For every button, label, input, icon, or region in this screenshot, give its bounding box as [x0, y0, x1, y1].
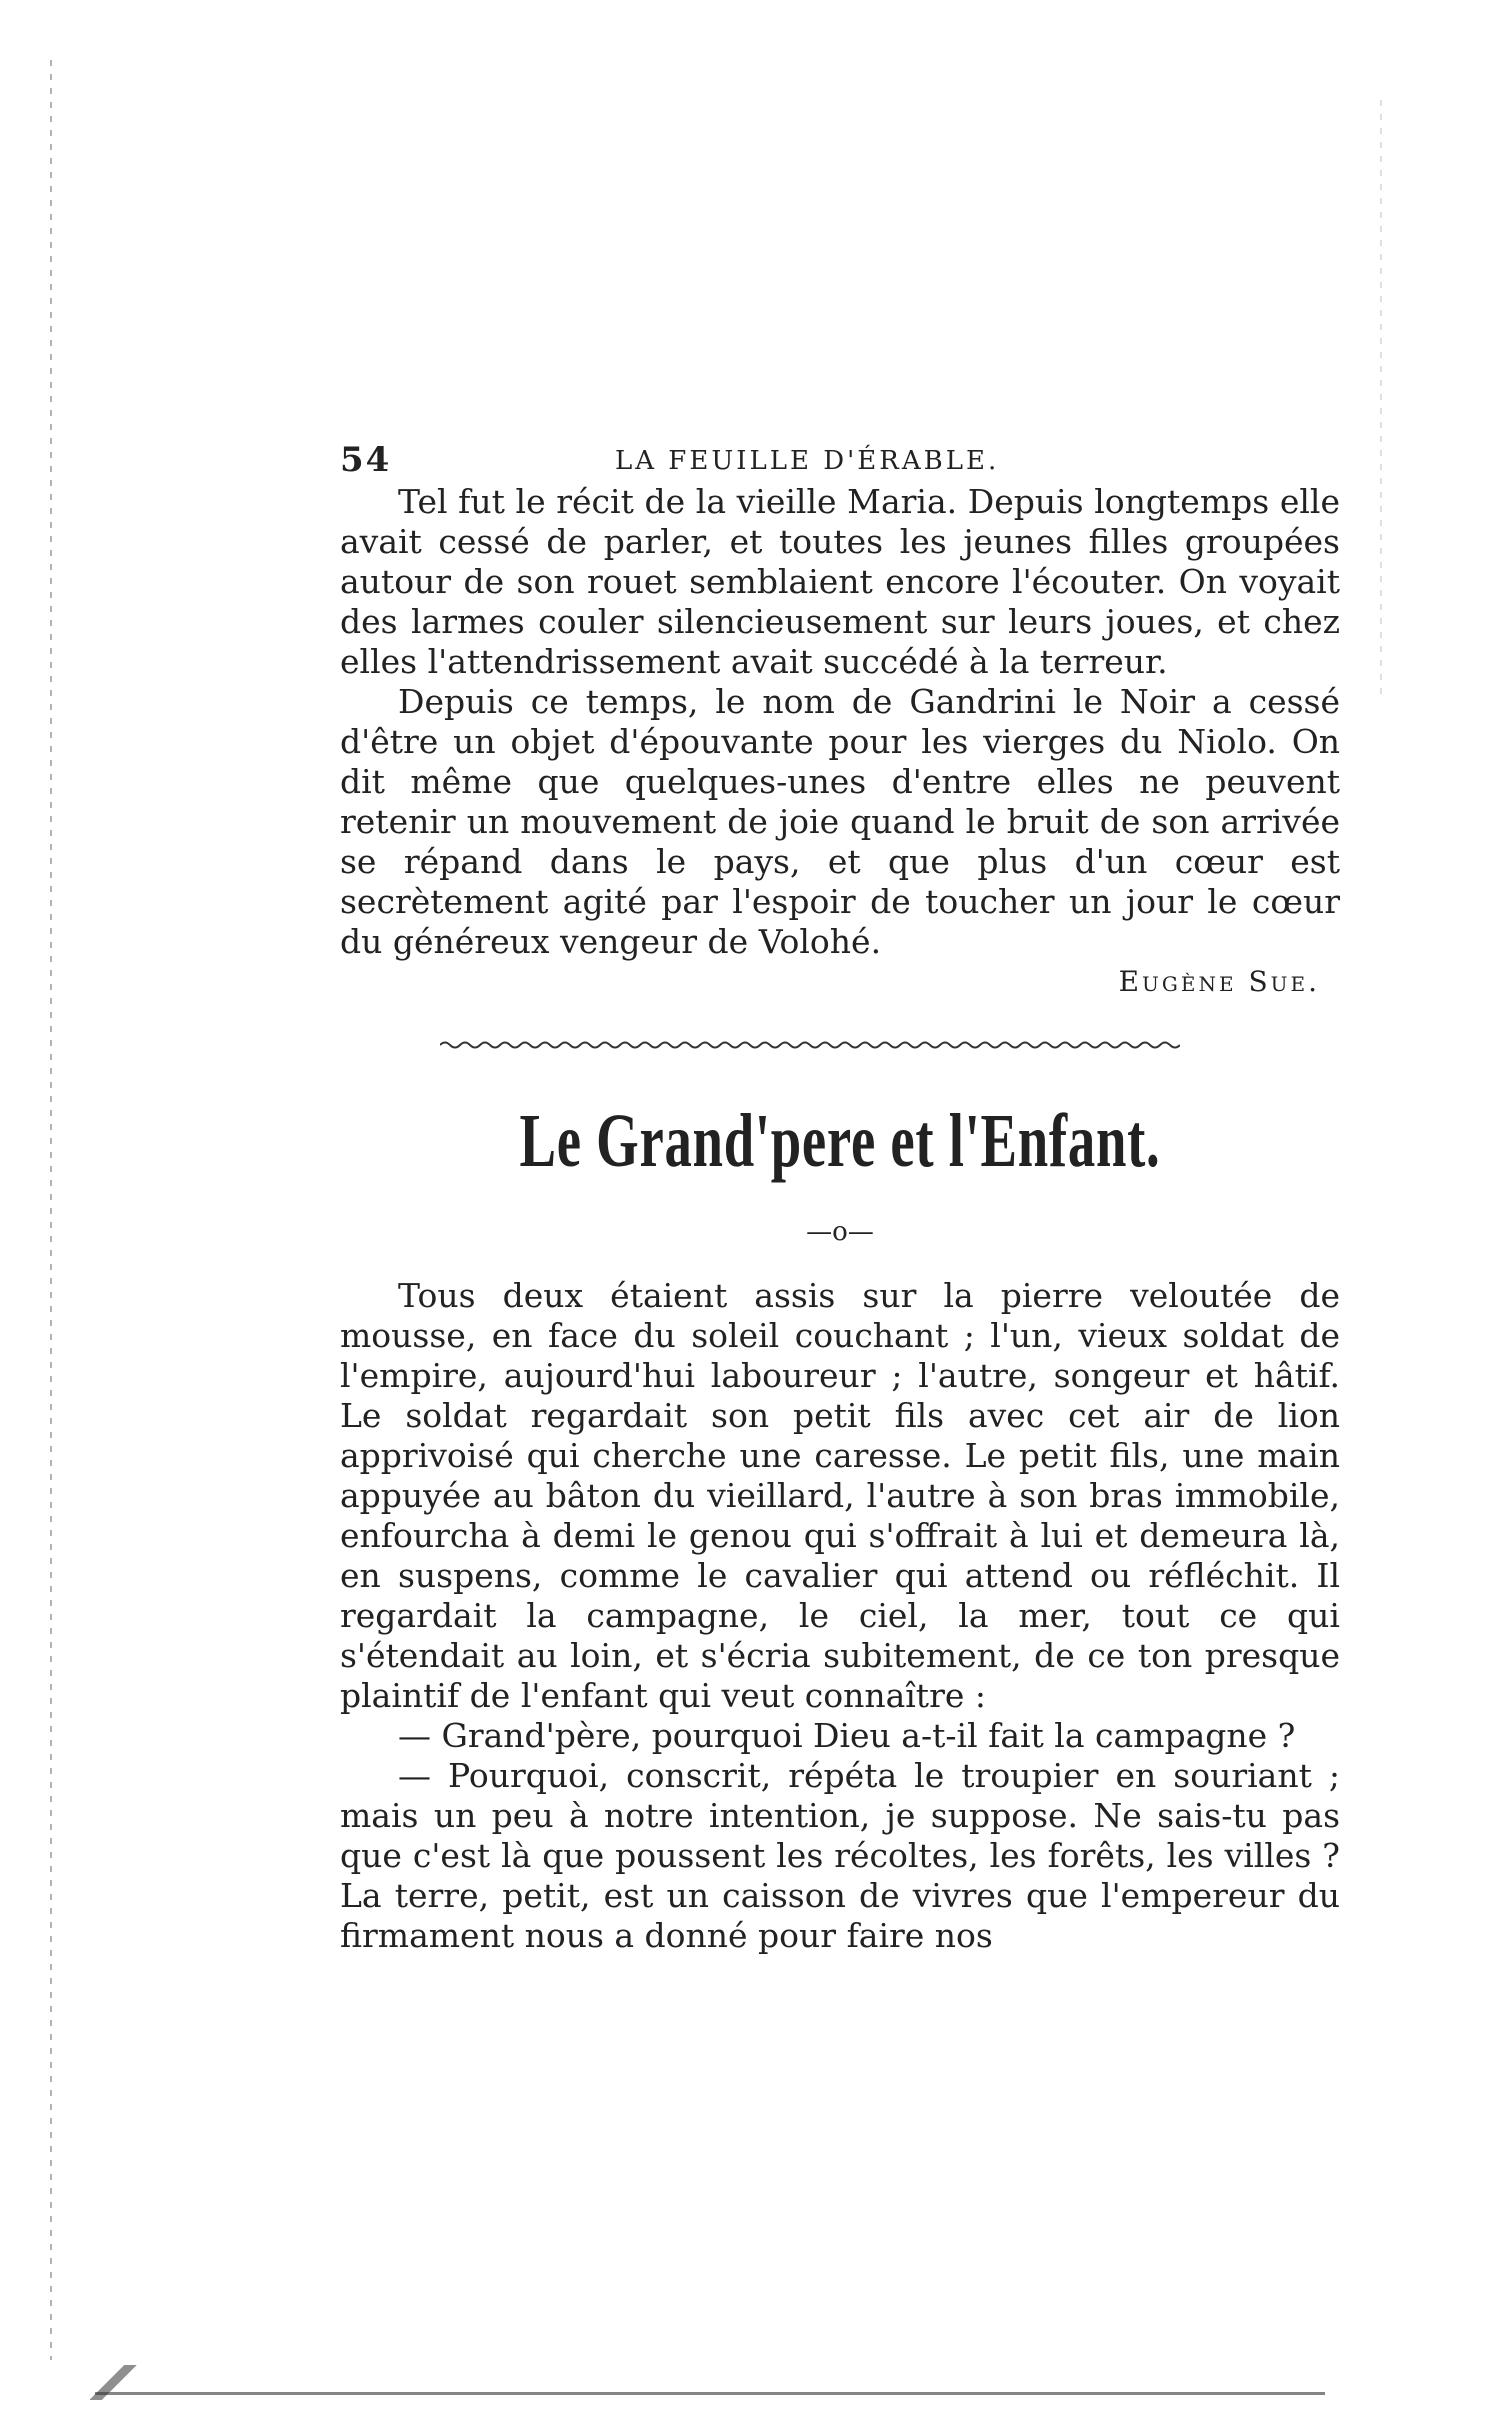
running-title: LA FEUILLE D'ÉRABLE.: [615, 446, 1000, 476]
story-paragraph: Tel fut le récit de la vieille Maria. Depuis longtemps elle avait cessé de parler, et toutes les jeunes filles groupées autour de son rouet semblaient encore l'écouter. On voyait des larmes couler silencieusement sur leurs joues, et chez elles l'attendrissement avait succédé à la terreur.: [340, 482, 1340, 681]
running-header: [340, 440, 1340, 480]
story-paragraph: Depuis ce temps, le nom de Gandrini le Noir a cessé d'être un objet d'épouvante pour les vierges du Niolo. On dit même que quelques-unes d'entre elles ne peuvent retenir un mouvement de joie quand le bruit de son arrivée se répand dans le pays, et que plus d'un cœur est secrètement agité par l'espoir de toucher un jour le cœur du généreux vengeur de Volohé.: [340, 682, 1340, 961]
wavy-divider: [440, 1038, 1180, 1052]
scan-bottom-rule: [95, 2392, 1325, 2395]
scan-margin-edge-right: [1380, 100, 1382, 700]
dialogue-line: — Grand'père, pourquoi Dieu a-t-il fait la campagne ?: [398, 1716, 1296, 1755]
story-title: Le Grand'pere et l'Enfant.: [519, 1099, 1161, 1183]
scan-margin-edge: [50, 60, 52, 2360]
author-signature: Eugène Sue.: [1118, 965, 1320, 998]
dialogue-line: — Pourquoi, conscrit, répéta le troupier en souriant ; mais un peu à notre intention, je suppose. Ne sais-tu pas que c'est là que poussent les récoltes, les forêts, les villes ? La terre, petit, est un caisson de vivres que l'empereur du firmament nous a donné pour faire nos: [340, 1756, 1340, 1955]
story-paragraph: Tous deux étaient assis sur la pierre veloutée de mousse, en face du soleil couchant ; l'un, vieux soldat de l'empire, aujourd'hui laboureur ; l'autre, songeur et hâtif. Le soldat regardait son petit fils avec cet air de lion apprivoisé qui cherche une caresse. Le petit fils, une main appuyée au bâton du vieillard, l'autre à son bras immobile, enfourcha à demi le genou qui s'offrait à lui et demeura là, en suspens, comme le cavalier qui attend ou réfléchit. Il regardait la campagne, le ciel, la mer, tout ce qui s'étendait au loin, et s'écria subitement, de ce ton presque plaintif de l'enfant qui veut connaître :: [340, 1276, 1340, 1715]
ornament-divider: —o—: [806, 1217, 874, 1247]
page-number: 54: [340, 440, 392, 480]
book-page: [340, 440, 1340, 1956]
